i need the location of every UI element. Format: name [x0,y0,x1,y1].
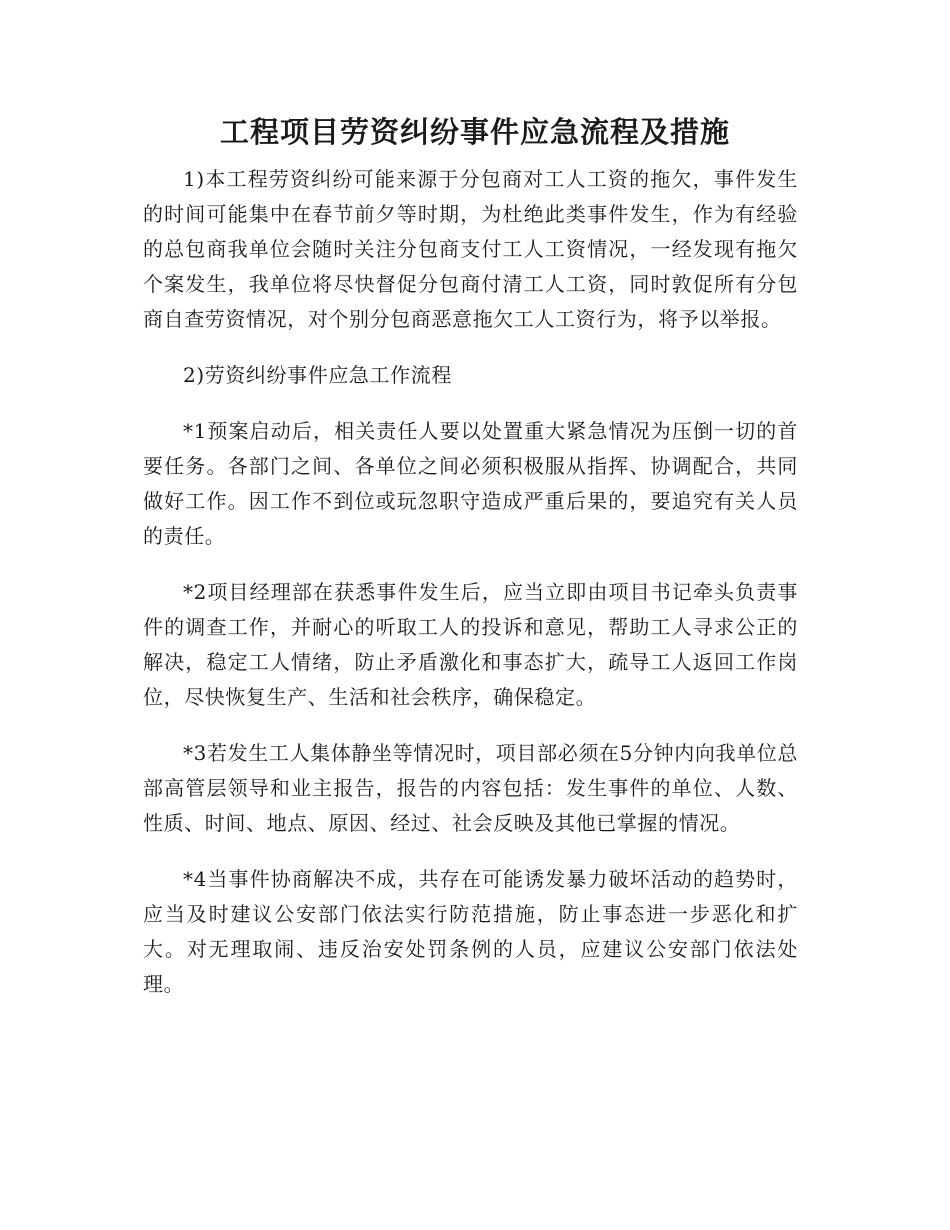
paragraph-item-4: *4当事件协商解决不成，共存在可能诱发暴力破坏活动的趋势时，应当及时建议公安部门依法实行防范措施，防止事态进一步恶化和扩大。对无理取闹、违反治安处罚条例的人员，应建议公安部门依法处理。 [143,867,798,996]
paragraph-section-heading: 2)劳资纠纷事件应急工作流程 [183,363,452,387]
paragraph-intro: 1)本工程劳资纠纷可能来源于分包商对工人工资的拖欠，事件发生的时间可能集中在春节前夕等时期，为杜绝此类事件发生，作为有经验的总包商我单位会随时关注分包商支付工人工资情况，一经发现有拖欠个案发生，我单位将尽快督促分包商付清工人工资，同时敦促所有分包商自查劳资情况，对个别分包商恶意拖欠工人工资行为，将予以举报。 [143,167,798,331]
paragraph-item-3: *3若发生工人集体静坐等情况时，项目部必须在5分钟内向我单位总部高管层领导和业主报告，报告的内容包括：发生事件的单位、人数、性质、时间、地点、原因、经过、社会反映及其他已掌握的情况。 [143,741,798,835]
document-title: 工程项目劳资纠纷事件应急流程及措施 [219,115,730,149]
document-body [143,162,798,1023]
paragraph-item-1: *1预案启动后，相关责任人要以处置重大紧急情况为压倒一切的首要任务。各部门之间、各单位之间必须积极服从指挥、协调配合，共同做好工作。因工作不到位或玩忽职守造成严重后果的，要追究有关人员的责任。 [143,419,798,548]
paragraph-item-2: *2项目经理部在获悉事件发生后，应当立即由项目书记牵头负责事件的调查工作，并耐心的听取工人的投诉和意见，帮助工人寻求公正的解决，稳定工人情绪，防止矛盾激化和事态扩大，疏导工人返回工作岗位，尽快恢复生产、生活和社会秩序，确保稳定。 [143,580,798,709]
